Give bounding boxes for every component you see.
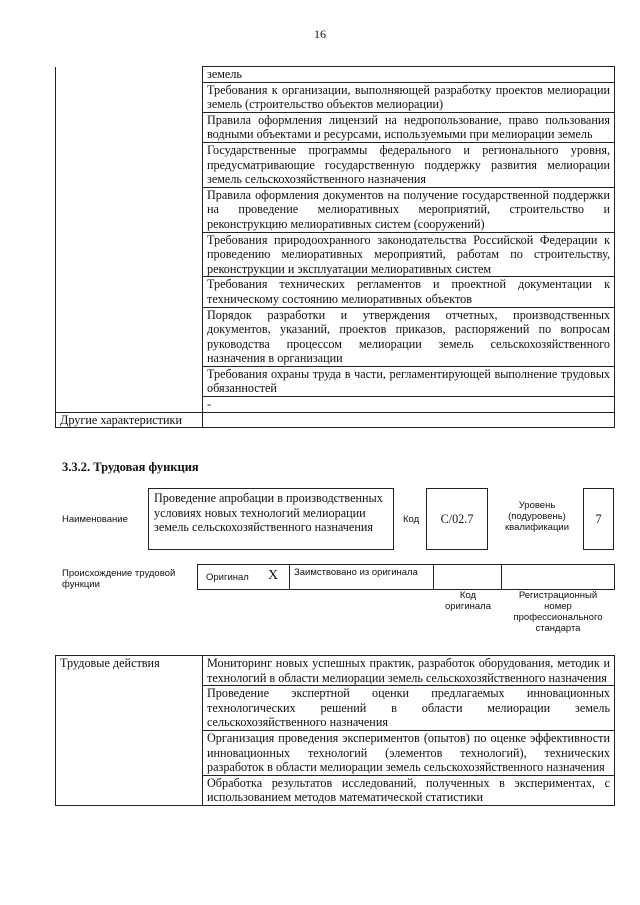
original-code-caption: Код оригинала [444, 590, 491, 612]
section-title: 3.3.2. Трудовая функция [62, 460, 199, 474]
table1-row: Государственные программы федерального и регионального уровня, предусматривающие государственную поддержку развития мелиорации земель сельскохозяйственного назначения [203, 142, 615, 187]
table1-row: Требования к организации, выполняющей разработку проектов мелиорации земель (строительство объектов мелиорации) [203, 82, 615, 112]
labor-actions-table [55, 655, 615, 806]
table1-row: Требования природоохранного законодательства Российской Федерации к проведению мелиоративных мероприятий, работам по строительству, реконструкции и эксплуатации мелиоративных систем [203, 232, 615, 277]
labor-action-row: Обработка результатов исследований, полученных в экспериментах, с использованием методов математической статистики [203, 775, 615, 805]
origin-label: Происхождение трудовой функции [62, 568, 176, 590]
table1-row: Порядок разработки и утверждения отчетных, производственных документов, указаний, проектов приказов, распоряжений по вопросам руководства процессом мелиорации земель сельскохозяйственного назначения в организации [203, 307, 615, 366]
function-code-box: C/02.7 [426, 488, 488, 550]
table1-row: Правила оформления лицензий на недропользование, право пользования водными объектами и ресурсами, используемыми при мелиорации земель [203, 112, 615, 142]
original-mark: X [268, 568, 279, 583]
other-characteristics-label: Другие характеристики [56, 412, 203, 428]
registration-number-caption: Регистрационный номер профессионального стандарта [513, 590, 603, 634]
labor-action-row: Мониторинг новых успешных практик, разработок оборудования, методик и технологий в области мелиорации земель сельскохозяйственного назначения [203, 656, 615, 686]
table1-row: Требования охраны труда в части, регламентирующей выполнение трудовых обязанностей [203, 366, 615, 396]
borrowed-label: Заимствовано из оригинала [294, 567, 418, 578]
knowledge-table [55, 66, 615, 428]
name-label: Наименование [62, 514, 128, 525]
table1-left-cell [56, 67, 203, 413]
page-number: 16 [314, 27, 326, 41]
table1-row: Правила оформления документов на получение государственной поддержки на проведение мелиоративных мероприятий, строительство и реконструкцию мелиоративных систем (сооружений) [203, 187, 615, 232]
table1-row: земель [203, 67, 615, 83]
original-box [197, 564, 290, 590]
registration-number-box [501, 564, 615, 590]
labor-actions-label: Трудовые действия [56, 656, 203, 806]
other-characteristics-value [203, 412, 615, 428]
level-box: 7 [583, 488, 614, 550]
table1-row: - [203, 397, 615, 413]
labor-action-row: Организация проведения экспериментов (опытов) по оценке эффективности инновационных технологий (элементов технологий), технических разработок в области мелиорации земель сельскохозяйственного назначения [203, 730, 615, 775]
original-label: Оригинал [206, 572, 249, 583]
original-code-box [433, 564, 502, 590]
level-label: Уровень (подуровень) квалификации [504, 500, 570, 533]
labor-action-row: Проведение экспертной оценки предлагаемых инновационных технологических решений в области мелиорации земель сельскохозяйственного назначения [203, 686, 615, 731]
function-name-box: Проведение апробации в производственных условиях новых технологий мелиорации земель сельскохозяйственного назначения [148, 488, 394, 550]
borrowed-box [289, 564, 434, 590]
code-label: Код [403, 514, 420, 525]
table1-row: Требования технических регламентов и проектной документации к техническому состоянию мелиоративных объектов [203, 277, 615, 307]
